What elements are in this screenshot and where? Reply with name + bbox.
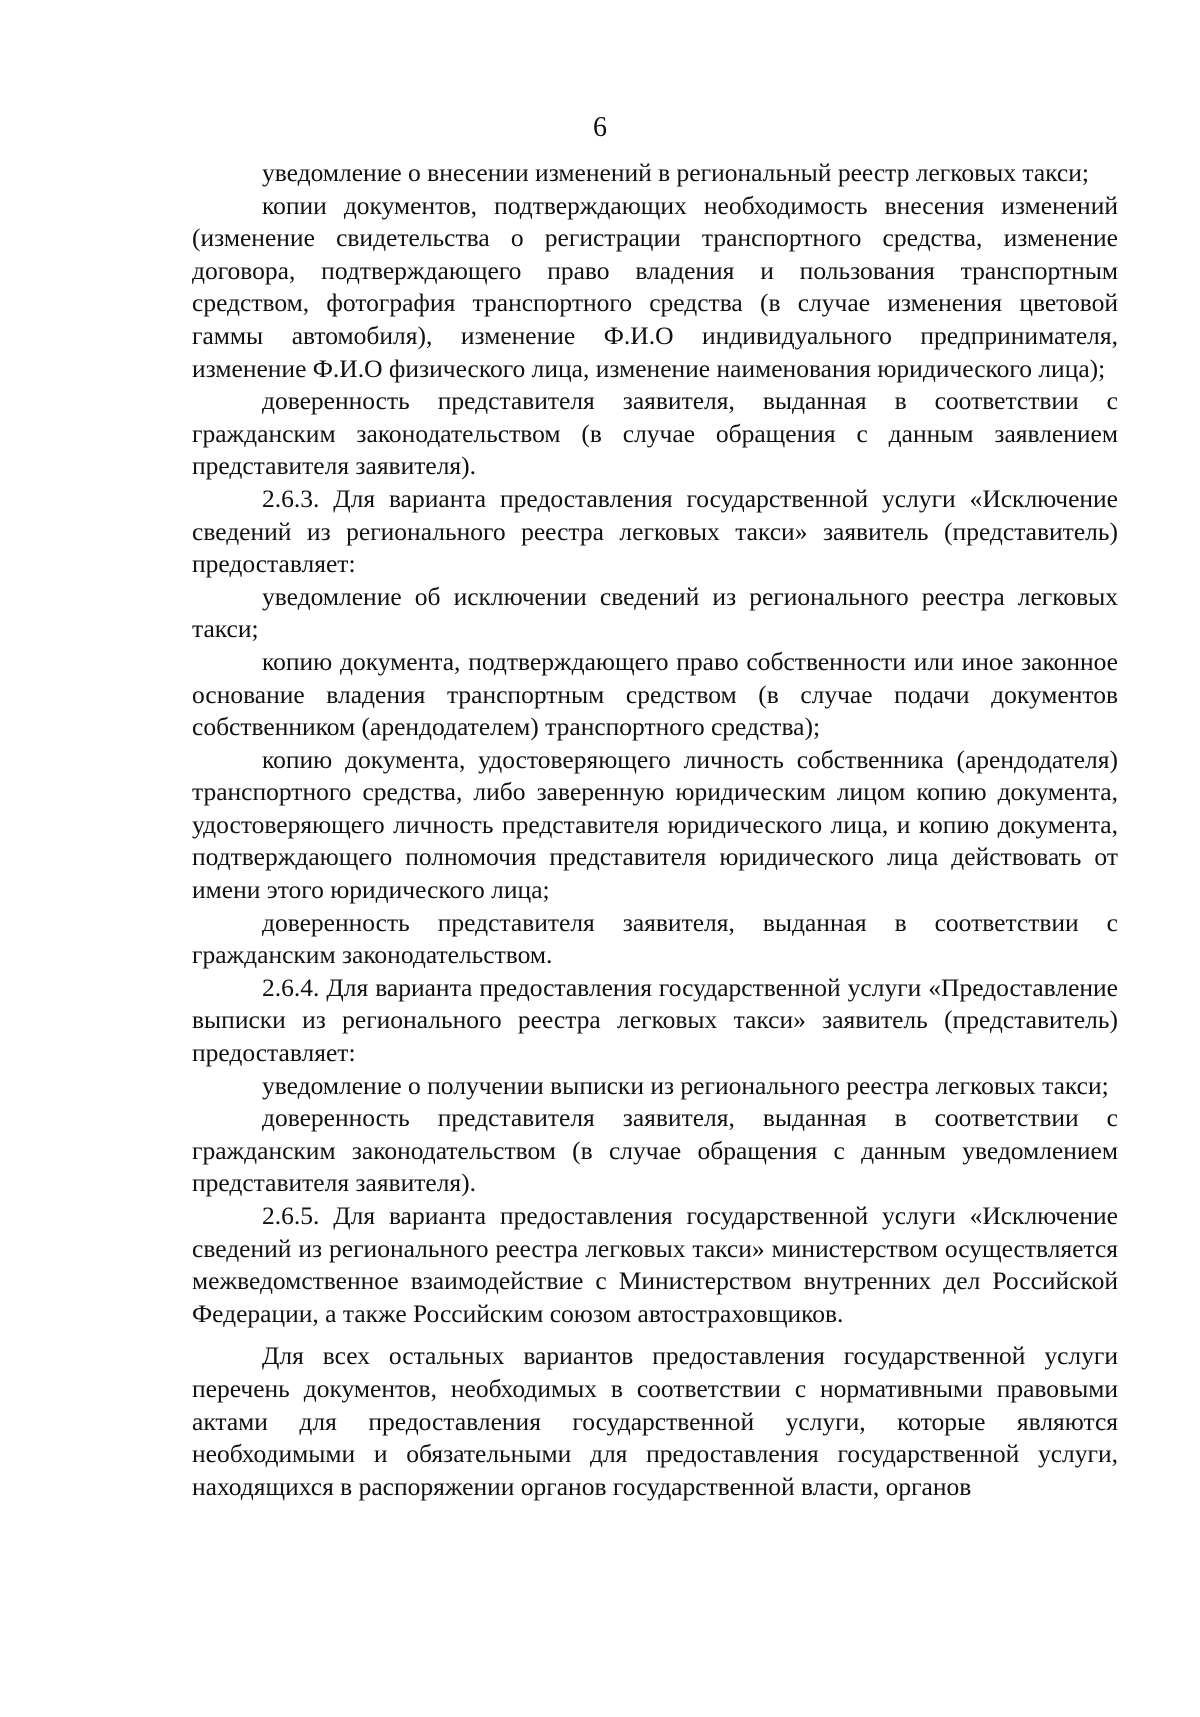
paragraph-identity-copy: копию документа, удостоверяющего личность собственника (арендодателя) транспортного средства, либо заверенную юридическим лицом копию документа, удостоверяющего личность представителя юридического лица, и копию документа, подтверждающего полномочия представителя юридического лица действовать от имени этого юридического лица; (192, 744, 1118, 905)
paragraph-notice-changes: уведомление о внесении изменений в региональный реестр легковых такси; (262, 158, 1089, 187)
paragraph-power-of-attorney-3: доверенность представителя заявителя, выданная в соответствии с гражданским законодательством (в случае обращения с данным уведомлением представителя заявителя). (192, 1103, 1118, 1198)
document-body (192, 157, 1118, 1503)
paragraph-2-6-4: 2.6.4. Для варианта предоставления государственной услуги «Предоставление выписки из регионального реестра легковых такси» заявитель (представитель) предоставляет: (192, 972, 1118, 1068)
paragraph-ownership-copy: копию документа, подтверждающего право собственности или иное законное основание владения транспортным средством (в случае подачи документов собственником (арендодателем) транспортного средства); (192, 646, 1118, 742)
paragraph-copies-documents: копии документов, подтверждающих необходимость внесения изменений (изменение свидетельства о регистрации транспортного средства, изменение договора, подтверждающего право владения и пользования транспортным средством, фотография транспортного средства (в случае изменения цветовой гаммы автомобиля), изменение Ф.И.О индивидуального предпринимателя, изменение Ф.И.О физического лица, изменение наименования юридического лица); (192, 190, 1118, 383)
paragraph-notice-extract: уведомление о получении выписки из регионального реестра легковых такси; (262, 1070, 1109, 1100)
paragraph-other-variants: Для всех остальных вариантов предоставления государственной услуги перечень документов, необходимых в соответствии с нормативными правовыми актами для предоставления государственной услуги, которые являются необходимыми и обязательными для предоставления государственной услуги, находящихся в распоряжении органов государственной власти, органов (192, 1341, 1118, 1501)
paragraph-notice-exclusion: уведомление об исключении сведений из регионального реестра легковых такси; (192, 581, 1118, 644)
paragraph-power-of-attorney-1: доверенность представителя заявителя, выданная в соответствии с гражданским законодательством (в случае обращения с данным заявлением представителя заявителя). (192, 386, 1118, 481)
paragraph-2-6-5: 2.6.5. Для варианта предоставления государственной услуги «Исключение сведений из регионального реестра легковых такси» министерством осуществляется межведомственное взаимодействие с Министерством внутренних дел Российской Федерации, а также Российским союзом автостраховщиков. (192, 1201, 1118, 1328)
paragraph-power-of-attorney-2: доверенность представителя заявителя, выданная в соответствии с гражданским законодательством. (192, 907, 1118, 970)
page-number: 6 (593, 112, 607, 143)
paragraph-2-6-3: 2.6.3. Для варианта предоставления государственной услуги «Исключение сведений из регионального реестра легковых такси» заявитель (представитель) предоставляет: (192, 483, 1118, 579)
